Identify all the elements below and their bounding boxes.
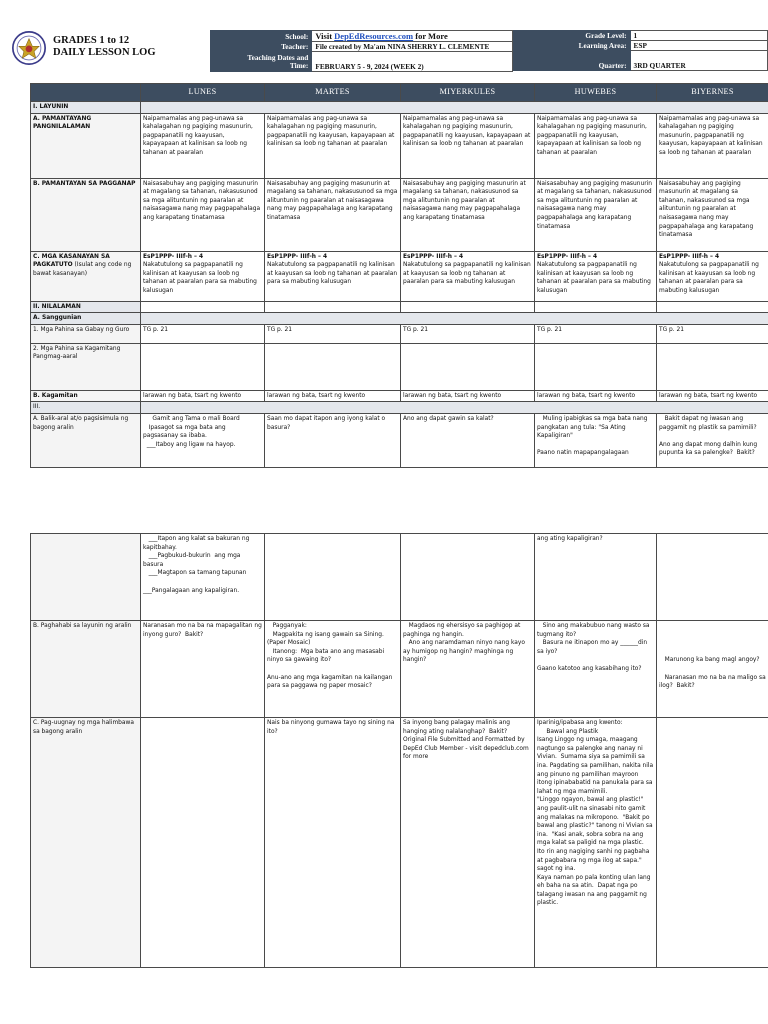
- cell-kasanayan-biyernes: EsP1PPP- IIIf-h – 4 Nakatutulong sa pagpapanatili ng kalinisan at kaayusan sa loob ng tahanan at paaralan para sa mabuting kalusugan: [657, 251, 768, 301]
- row-label-kasanayan: C. MGA KASANAYAN SA PAGKATUTO (Isulat ang code ng bawat kasanayan): [31, 251, 141, 301]
- cell-balik-aral-huwebes: Muling ipabigkas sa mga bata nang pangkatan ang tula: "Sa Ating Kapaligiran" Paano natin mapapangalagaan: [535, 413, 657, 467]
- lesson-log-table-page1: [30, 83, 768, 468]
- grade-level-value: 1: [630, 31, 767, 41]
- row-label-kagamitan: B. Kagamitan: [31, 390, 141, 402]
- cell-paguugnay-biyernes: [657, 718, 768, 968]
- dates-label: Teaching Dates and Time:: [211, 52, 312, 72]
- cell-balik-aral-martes: Saan mo dapat itapon ang iyong kalat o basura?: [265, 413, 401, 467]
- paguugnay-row: [31, 718, 768, 968]
- cell-paguugnay-miyerkules: Sa inyong bang palagay malinis ang hanging ating nalalanghap? Bakit? Original File Submitted and Formatted by DepEd Club Member - visit depedclub.com for more: [401, 718, 535, 968]
- row-label-paghahabi: B. Paghahabi sa layunin ng aralin: [31, 621, 141, 718]
- deped-seal-logo: [12, 31, 46, 65]
- day-header-biyernes: BIYERNES: [657, 84, 768, 102]
- kagamitang-pangmag-aaral-row: [31, 343, 768, 390]
- cell-pamantayang-biyernes: Naipamamalas ang pag-unawa sa kahalagahan ng pagiging masunurin, pagpapanatili ng kaayusan, kapayapaan at kalinisan sa loob ng tahanan at paaralan: [657, 113, 768, 178]
- section-layunin: I. LAYUNIN: [31, 102, 141, 114]
- form-title-line1: GRADES 1 to 12: [53, 35, 130, 46]
- dates-value: FEBRUARY 5 - 9, 2024 (WEEK 2): [312, 52, 513, 72]
- gabay-row: [31, 324, 768, 343]
- teacher-label: Teacher:: [211, 42, 312, 52]
- form-title-line2: DAILY LESSON LOG: [53, 47, 156, 58]
- cell-balik-aral-biyernes: Bakit dapat ng iwasan ang paggamit ng plastik sa pamimili? Ano ang dapat mong dalhin kung pupunta ka sa palengke? Bakit?: [657, 413, 768, 467]
- kagamitan-row: [31, 390, 768, 402]
- section-iii: III.: [31, 402, 141, 414]
- cell-kasanayan-huwebes: EsP1PPP- IIIf-h – 4 Nakatutulong sa pagpapanatili ng kalinisan at kaayusan sa loob ng tahanan at paaralan para sa mabuting kalusugan: [535, 251, 657, 301]
- teacher-value: File created by Ma'am NINA SHERRY L. CLEMENTE: [312, 42, 513, 52]
- cell-pagganap-martes: Naisasabuhay ang pagiging masunurin at magalang sa tahanan, nakasusunod sa mga alituntunin ng paaralan at naisasagawa nang may pagpapahalaga ang karapatang tinatamasa: [265, 178, 401, 251]
- kasanayan-row: [31, 251, 768, 301]
- cell-pagganap-huwebes: Naisasabuhay ang pagiging masunurin at magalang sa tahanan, nakasusunod sa mga alituntunin ng paaralan at naisasagawa nang may pagpapahalaga ang karapatang tinatamasa: [535, 178, 657, 251]
- cell-balik-aral-lunes: Gamit ang Tama o mali Board Ipasagot sa mga bata ang pagsasanay sa ibaba. ___Itaboy ang ligaw na hayop.: [141, 413, 265, 467]
- row-label-pamantayang: A. PAMANTAYANG PANGNILALAMAN: [31, 113, 141, 178]
- cell-paghahabi-huwebes: Sino ang makabubuo nang wasto sa tugmang ito? Basura ne itinapon mo ay ______din sa iyo? Gaano katotoo ang kasabihang ito?: [535, 621, 657, 718]
- paghahabi-row: [31, 621, 768, 718]
- cell-balik-aral-miyerkules: Ano ang dapat gawin sa kalat?: [401, 413, 535, 467]
- section-nilalaman: II. NILALAMAN: [31, 301, 141, 313]
- pamantayang-row: [31, 113, 768, 178]
- cell-gabay-huwebes: TG p. 21: [535, 324, 657, 343]
- row-label-kagamitang-pangmag-aaral: 2. Mga Pahina sa Kagamitang Pangmag-aaral: [31, 343, 141, 390]
- section-layunin-row: [31, 102, 768, 114]
- day-header-row: [31, 84, 768, 102]
- nilalaman-row: [31, 301, 768, 313]
- cell-paguugnay-lunes: [141, 718, 265, 968]
- cell-balik-aral-cont-martes: [265, 534, 401, 621]
- quarter-label: Quarter:: [514, 51, 631, 71]
- cell-gabay-biyernes: TG p. 21: [657, 324, 768, 343]
- cell-kasanayan-miyerkules: EsP1PPP- IIIf-h – 4 Nakatutulong sa pagpapanatili ng kalinisan at kaayusan sa loob ng tahanan at paaralan para sa mabuting kalusugan: [401, 251, 535, 301]
- pagganap-row: [31, 178, 768, 251]
- deped-resources-link[interactable]: DepEdResources.com: [334, 31, 414, 41]
- cell-kagamitan-miyerkules: larawan ng bata, tsart ng kwento: [401, 390, 535, 402]
- cell-kagamitan-biyernes: larawan ng bata, tsart ng kwento: [657, 390, 768, 402]
- form-title: [53, 35, 156, 59]
- cell-pamantayang-miyerkules: Naipamamalas ang pag-unawa sa kahalagahan ng pagiging masunurin, pagpapanatili ng kaayusan, kapayapaan at kalinisan sa loob ng tahanan at paaralan: [401, 113, 535, 178]
- sanggunian-row: [31, 313, 768, 325]
- cell-pagganap-lunes: Naisasabuhay ang pagiging masunurin at magalang sa tahanan, nakasusunod sa mga alituntunin ng paaralan at naisasagawa nang may pagpapahalaga ang karapatang tinatamasa: [141, 178, 265, 251]
- cell-gabay-martes: TG p. 21: [265, 324, 401, 343]
- cell-balik-aral-cont-biyernes: [657, 534, 768, 621]
- cell-balik-aral-cont-huwebes: ang ating kapaligiran?: [535, 534, 657, 621]
- school-value: Visit DepEdResources.com for More: [312, 31, 513, 42]
- cell-kasanayan-lunes: EsP1PPP- IIIf-h – 4 Nakatutulong sa pagpapanatili ng kalinisan at kaayusan sa loob ng tahanan at paaralan para sa mabuting kalusugan: [141, 251, 265, 301]
- balik-aral-row: [31, 413, 768, 467]
- cell-paghahabi-miyerkules: Magdaos ng ehersisyo sa paghigop at paghinga ng hangin. Ano ang naramdaman ninyo nang kayo ay humigop ng hangin? maghinga ng hangin?: [401, 621, 535, 718]
- day-header-miyerkules: MIYERKULES: [401, 84, 535, 102]
- cell-gabay-miyerkules: TG p. 21: [401, 324, 535, 343]
- cell-pamantayang-martes: Naipamamalas ang pag-unawa sa kahalagahan ng pagiging masunurin, pagpapanatili ng kaayusan, kapayapaan at kalinisan sa loob ng tahanan at paaralan: [265, 113, 401, 178]
- cell-kagamitan-martes: larawan ng bata, tsart ng kwento: [265, 390, 401, 402]
- cell-paguugnay-martes: Nais ba ninyong gumawa tayo ng sining na ito?: [265, 718, 401, 968]
- cell-gabay-lunes: TG p. 21: [141, 324, 265, 343]
- cell-kagamitan-huwebes: larawan ng bata, tsart ng kwento: [535, 390, 657, 402]
- row-label-balik-aral: A. Balik-aral at/o pagsisimula ng bagong aralin: [31, 413, 141, 467]
- cell-kasanayan-martes: EsP1PPP- IIIf-h – 4 Nakatutulong sa pagpapanatili ng kalinisan at kaayusan sa loob ng tahanan at paaralan para sa mabuting kalusugan: [265, 251, 401, 301]
- lesson-log-table-page2: [30, 533, 768, 968]
- balik-aral-continued-row: [31, 534, 768, 621]
- grade-level-label: Grade Level:: [514, 31, 631, 41]
- school-label: School:: [211, 31, 312, 42]
- day-header-huwebes: HUWEBES: [535, 84, 657, 102]
- school-info-table: [210, 30, 513, 72]
- cell-kagamitan-lunes: larawan ng bata, tsart ng kwento: [141, 390, 265, 402]
- row-label-gabay: 1. Mga Pahina sa Gabay ng Guro: [31, 324, 141, 343]
- cell-pagganap-miyerkules: Naisasabuhay ang pagiging masunurin at magalang sa tahanan, nakasusunod sa mga alituntunin ng paaralan at naisasagawa nang may pagpapahalaga ang karapatang tinatamasa: [401, 178, 535, 251]
- quarter-value: 3RD QUARTER: [630, 51, 767, 71]
- learning-area-value: ESP: [630, 41, 767, 51]
- learning-area-label: Learning Area:: [514, 41, 631, 51]
- cell-pagganap-biyernes: Naisasabuhay ang pagiging masunurin at magalang sa tahanan, nakasusunod sa mga alituntunin ng paaralan at naisasagawa nang may pagpapahalaga ang karapatang tinatamasa: [657, 178, 768, 251]
- cell-paghahabi-biyernes: Marunong ka bang magl angoy? Naranasan mo na ba na maligo sa ilog? Bakit?: [657, 621, 768, 718]
- section-sanggunian: A. Sanggunian: [31, 313, 141, 325]
- cell-pamantayang-lunes: Naipamamalas ang pag-unawa sa kahalagahan ng pagiging masunurin, pagpapanatili ng kaayusan, kapayapaan at kalinisan sa loob ng tahanan at paaralan: [141, 113, 265, 178]
- row-label-pagganap: B. PAMANTAYAN SA PAGGANAP: [31, 178, 141, 251]
- cell-paghahabi-lunes: Naranasan mo na ba na mapagalitan ng inyong guro? Bakit?: [141, 621, 265, 718]
- day-header-lunes: LUNES: [141, 84, 265, 102]
- cell-balik-aral-cont-lunes: ___Itapon ang kalat sa bakuran ng kapitbahay. ___Pagbukud-bukurin ang mga basura ___Magtapon sa tamang tapunan ___Pangalagaan ang kapaligiran.: [141, 534, 265, 621]
- cell-pamantayang-huwebes: Naipamamalas ang pag-unawa sa kahalagahan ng pagiging masunurin, pagpapanatili ng kaayusan, kapayapaan at kalinisan sa loob ng tahanan at paaralan: [535, 113, 657, 178]
- row-label-paguugnay: C. Pag-uugnay ng mga halimbawa sa bagong aralin: [31, 718, 141, 968]
- day-header-martes: MARTES: [265, 84, 401, 102]
- section-iii-row: [31, 402, 768, 414]
- cell-paguugnay-huwebes: Iparinig/ipabasa ang kwento: Bawal ang Plastik Isang Linggo ng umaga, maagang nagtungo sa palengke ang nanay ni Vivian. Sumama siya sa pamimili sa ina. Pagdating sa pamilihan, nakita nila ang pinuno ng pamilihan mayroon itong ipinababatid na panukala para sa lahat ng mga mamimili. "Linggo ngayon, bawal ang plastic!" ang paulit-ulit na sinasabi nito gamit ang malakas na mikropono. "Bakit po bawal ang plastic?" tanong ni Vivian sa ina. "Kasi anak, sobra sobra na ang mga kalat sa paligid na mga plastic. Ito rin ang nagiging sanhi ng pagbaha at pagbabara ng mga ilog at sapa." sagot ng ina. Kaya naman po pala konting ulan lang eh baha na sa atin. Dapat nga po talagang iwasan na ang paggamit ng plastic.: [535, 718, 657, 968]
- cell-balik-aral-cont-miyerkules: [401, 534, 535, 621]
- grade-info-table: [513, 30, 768, 71]
- cell-paghahabi-martes: Pagganyak: Magpakita ng isang gawain sa Sining.(Paper Mosaic) Itanong: Mga bata ano ang masasabi ninyo sa gawaing ito? Anu-ano ang mga kagamitan na kailangan para sa paggawa ng paper mosaic?: [265, 621, 401, 718]
